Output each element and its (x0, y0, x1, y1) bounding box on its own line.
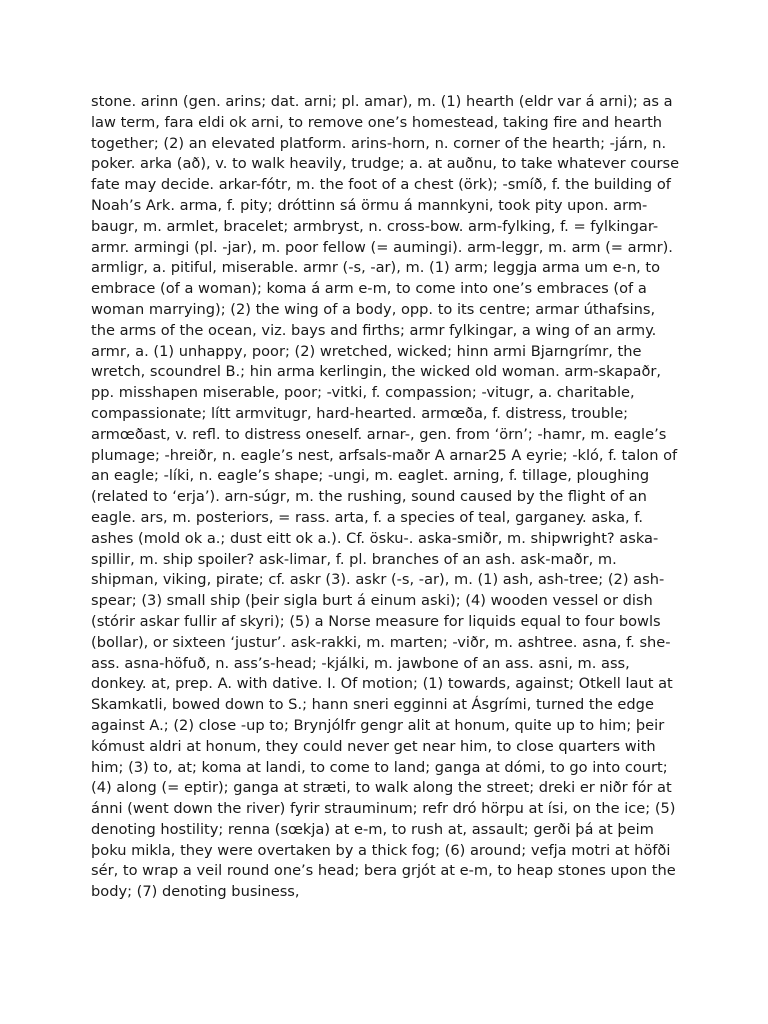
document-page (91, 92, 683, 903)
dictionary-text-block: stone. arinn (gen. arins; dat. arni; pl. amar), m. (1) hearth (eldr var á arni); as a law term, fara eldi ok arni, to remove one’s homestead, taking fire and hearth together; (2) an elevated platform. arins-horn, n. corner of the hearth; -járn, n. poker. arka (að), v. to walk heavily, trudge; a. at auðnu, to take whatever course fate may decide. arkar-fótr, m. the foot of a chest (örk); -smíð, f. the building of Noah’s Ark. arma, f. pity; dróttinn sá örmu á mannkyni, took pity upon. arm-baugr, m. armlet, bracelet; armbryst, n. cross-bow. arm-fylking, f. = fylkingar-armr. armingi (pl. -jar), m. poor fellow (= aumingi). arm-leggr, m. arm (= armr). armligr, a. pitiful, miserable. armr (-s, -ar), m. (1) arm; leggja arma um e-n, to embrace (of a woman); koma á arm e-m, to come into one’s embraces (of a woman marrying); (2) the wing of a body, opp. to its centre; armar úthafsins, the arms of the ocean, viz. bays and firths; armr fylkingar, a wing of an army. armr, a. (1) unhappy, poor; (2) wretched, wicked; hinn armi Bjarngrímr, the wretch, scoundrel B.; hin arma kerlingin, the wicked old woman. arm-skapaðr, pp. misshapen miserable, poor; -vitki, f. compassion; -vitugr, a. charitable, compassionate; lítt armvitugr, hard-hearted. armœða, f. distress, trouble; armœðast, v. refl. to distress oneself. arnar-, gen. from ‘örn’; -hamr, m. eagle’s plumage; -hreiðr, n. eagle’s nest, arfsals-maðr A arnar25 A eyrie; -kló, f. talon of an eagle; -líki, n. eagle’s shape; -ungi, m. eaglet. arning, f. tillage, ploughing (related to ‘erja’). arn-súgr, m. the rushing, sound caused by the flight of an eagle. ars, m. posteriors, = rass. arta, f. a species of teal, garganey. aska, f. ashes (mold ok a.; dust eitt ok a.). Cf. ösku-. aska-smiðr, m. shipwright? aska-spillir, m. ship spoiler? ask-limar, f. pl. branches of an ash. ask-maðr, m. shipman, viking, pirate; cf. askr (3). askr (-s, -ar), m. (1) ash, ash-tree; (2) ash-spear; (3) small ship (þeir sigla burt á einum aski); (4) wooden vessel or dish (stórir askar fullir af skyri); (5) a Norse measure for liquids equal to four bowls (bollar), or sixteen ‘justur’. ask-rakki, m. marten; -viðr, m. ashtree. asna, f. she-ass. asna-höfuð, n. ass’s-head; -kjálki, m. jawbone of an ass. asni, m. ass, donkey. at, prep. A. with dative. I. Of motion; (1) towards, against; Otkell laut at Skamkatli, bowed down to S.; hann sneri egginni at Ásgrími, turned the edge against A.; (2) close -up to; Brynjólfr gengr alit at honum, quite up to him; þeir kómust aldri at honum, they could never get near him, to close quarters with him; (3) to, at; koma at landi, to come to land; ganga at dómi, to go into court; (4) along (= eptir); ganga at stræti, to walk along the street; dreki er niðr fór at ánni (went down the river) fyrir strauminum; refr dró hörpu at ísi, on the ice; (5) denoting hostility; renna (sœkja) at e-m, to rush at, assault; gerði þá at þeim þoku mikla, they were overtaken by a thick fog; (6) around; vefja motri at höfði sér, to wrap a veil round one’s head; bera grjót at e-m, to heap stones upon the body; (7) denoting business, (91, 93, 680, 901)
